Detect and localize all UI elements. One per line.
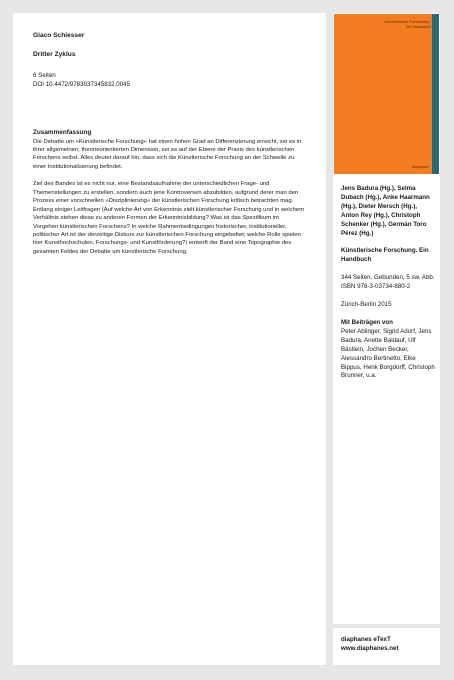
book-format: 344 Seiten, Gebunden, 5 sw. Abb.: [341, 274, 435, 282]
publisher-name: diaphanes eTexT: [341, 636, 391, 643]
book-title[interactable]: Künstlerische Forschung. Ein Handbuch: [341, 247, 429, 264]
contributors-list: Peter Ablinger, Sigrid Adorf, Jens Badura, Anette Baldauf, Ulf Bästlein, Jochen Becker, Alessandro Bertinetto, Elke Bippus, Henk Borgdorff, Christoph Brunner, u.a.: [341, 327, 435, 380]
article-meta: [33, 71, 305, 89]
book-sidebar: [333, 13, 440, 624]
summary-heading: Zusammenfassung: [33, 129, 92, 136]
cover-stripe: [432, 14, 439, 174]
author-name: Giaco Schiesser: [33, 32, 85, 39]
book-place-year: Zürich-Berlin 2015: [341, 301, 392, 309]
summary-paragraph: Die Debatte um »Künstlerische Forschung« hat einen hohen Grad an Differenzierung erreicht, sei es in ihrer allgemeinen, theorieorientierten Dimension, sei es auf der Ebene der Praxis des künstlerischen Forschens selbst. Alles deutet darauf hin, dass sich die Künstlerische Forschung an der Schwelle zu einer Institutionalisierung befindet.: [33, 138, 302, 170]
article-content: [33, 31, 305, 256]
chapter-title: Dritter Zyklus: [33, 51, 76, 58]
book-cover[interactable]: [334, 14, 439, 174]
doi-link[interactable]: DOI 10.4472/9783037345832.0045: [33, 81, 131, 88]
contributors-heading: Mit Beiträgen von: [341, 318, 393, 326]
book-editors: Jens Badura (Hg.), Selma Dubach (Hg.), Anke Haarmann (Hg.), Dieter Mersch (Hg.), Anton Rey (Hg.), Christoph Schenker (Hg.), Germán Toro Pérez (Hg.): [341, 185, 430, 237]
cover-title: Künstlerische Forschung · Ein Handbuch: [384, 19, 431, 29]
publisher-footer: [333, 628, 440, 665]
page-count: 6 Seiten: [33, 72, 56, 79]
publisher-url[interactable]: www.diaphanes.net: [341, 644, 399, 652]
summary-paragraph: Ziel des Bandes ist es nicht nur, eine Bestandsaufnahme der unterschiedlichen Frage- und Themenstellungen zu erstellen, sondern auch jene Kontroversen abzubilden, aufgrund derer man den Prozess einer vorschnellen »Disziplinierung« der künstlerischen Forschung kritisch betrachten mag. Entlang einiger Leitfragen (Auf welche Art von Erkenntnis zielt künstlerischer Forschung und in welchem Verhältnis stehen diese zu anderen Formen der Erkenntnisbildung? Was ist das Spezifikum im Vorgehen künstlerischen Forschens? In welche Rahmenbedingungen historischer, institutioneller, politischer Art ist der derzeitige Diskurs zur künstlerischen Forschung eingebettet; welche Rolle spielen hier Kunsthochschulen, Forschungs- und Kunstförderung?) entwirft der Band eine Topographie des gesamten Feldes der Debatte um künstlerische Forschung.: [33, 181, 305, 255]
article-panel: [13, 13, 326, 665]
book-info: [341, 185, 435, 381]
cover-publisher: diaphanes: [412, 165, 429, 169]
book-isbn: ISBN 978-3-03734-880-2: [341, 283, 411, 291]
